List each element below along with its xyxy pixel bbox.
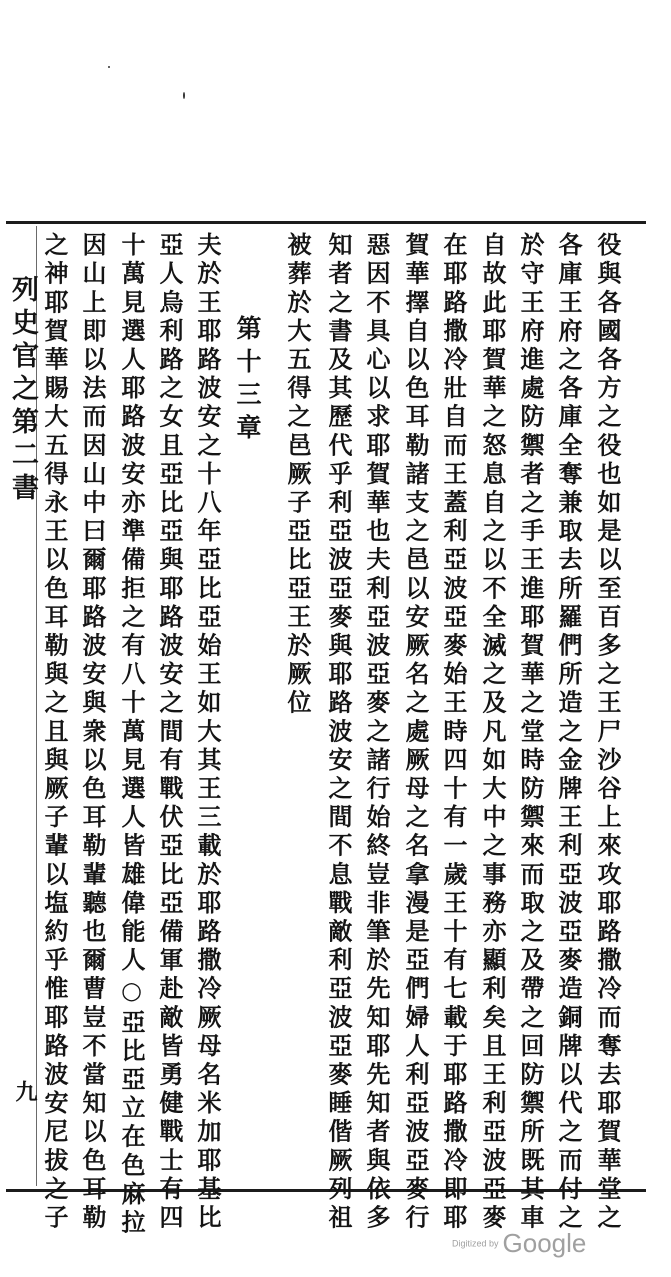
ink-speck <box>108 66 110 68</box>
margin-page-number: 九 <box>12 1080 38 1102</box>
margin-book-title: 列史官之第二書 <box>7 275 38 506</box>
text-column: 自故此耶賀華之怒息自之以不全滅之及凡如大中之事務亦顯利矣且王利亞波亞麥 <box>478 232 507 1233</box>
text-column: 役與各國各方之役也如是以至百多之王尸沙谷上來攻耶路撒冷而奪去耶賀華堂之 <box>593 232 622 1233</box>
watermark-brand: Google <box>502 1228 587 1258</box>
google-watermark <box>452 1228 586 1259</box>
ink-speck <box>183 92 185 99</box>
text-column: 亞人烏利路之女且亞比亞與耶路波安之間有戰伏亞比亞備軍赴敵皆勇健戰士有四 <box>155 232 184 1233</box>
frame-top-rule <box>6 221 646 224</box>
text-column: 因山上即以法而因山中曰爾耶路波安與衆以色耳勒輩聽也爾曹豈不當知以色耳勒 <box>78 232 107 1233</box>
text-column: 惡因不具心以求耶賀華也夫利亞波亞麥之諸行始終豈非筆於先知耶先知者與依多 <box>362 232 391 1233</box>
text-column: 夫於王耶路波安之十八年亞比亞始王如大其王三載於耶路撒冷厥母名米加耶基比 <box>193 232 222 1233</box>
text-column: 知者之書及其歷代乎利亞波亞麥與耶路波安之間不息戰敵利亞波亞麥睡偕厥列祖 <box>324 232 353 1233</box>
text-column: 各庫王府之各庫全奪兼取去所羅們所造之金牌王利亞波亞麥造銅牌以代之而付之 <box>554 232 583 1233</box>
text-column: 在耶路撒冷壯自而王蓋利亞波亞麥始王時四十有一歲王十有七載于耶路撒冷即耶 <box>439 232 468 1233</box>
text-column: 被葬於大五得之邑厥子亞比亞王於厥位 <box>283 232 312 719</box>
text-column: 十萬見選人耶路波安亦準備拒之有八十萬見選人皆雄偉能人○亞比亞立在色麻拉 <box>117 232 146 1238</box>
chapter-heading: 第十三章 <box>233 315 262 447</box>
text-column: 賀華擇自以色耳勒諸支之邑以安厥名之處厥母之名拿漫是亞們婦人利亞波亞麥行 <box>401 232 430 1233</box>
text-column: 於守王府進處防禦者之手王進耶賀華之堂時防禦來而取之及帶之回防禦所既其車 <box>516 232 545 1233</box>
watermark-prefix: Digitized by <box>452 1238 499 1249</box>
text-column: 之神耶賀華賜大五得永王以色耳勒與之且與厥子輩以塩約乎惟耶路波安尼拔之子 <box>40 232 69 1233</box>
